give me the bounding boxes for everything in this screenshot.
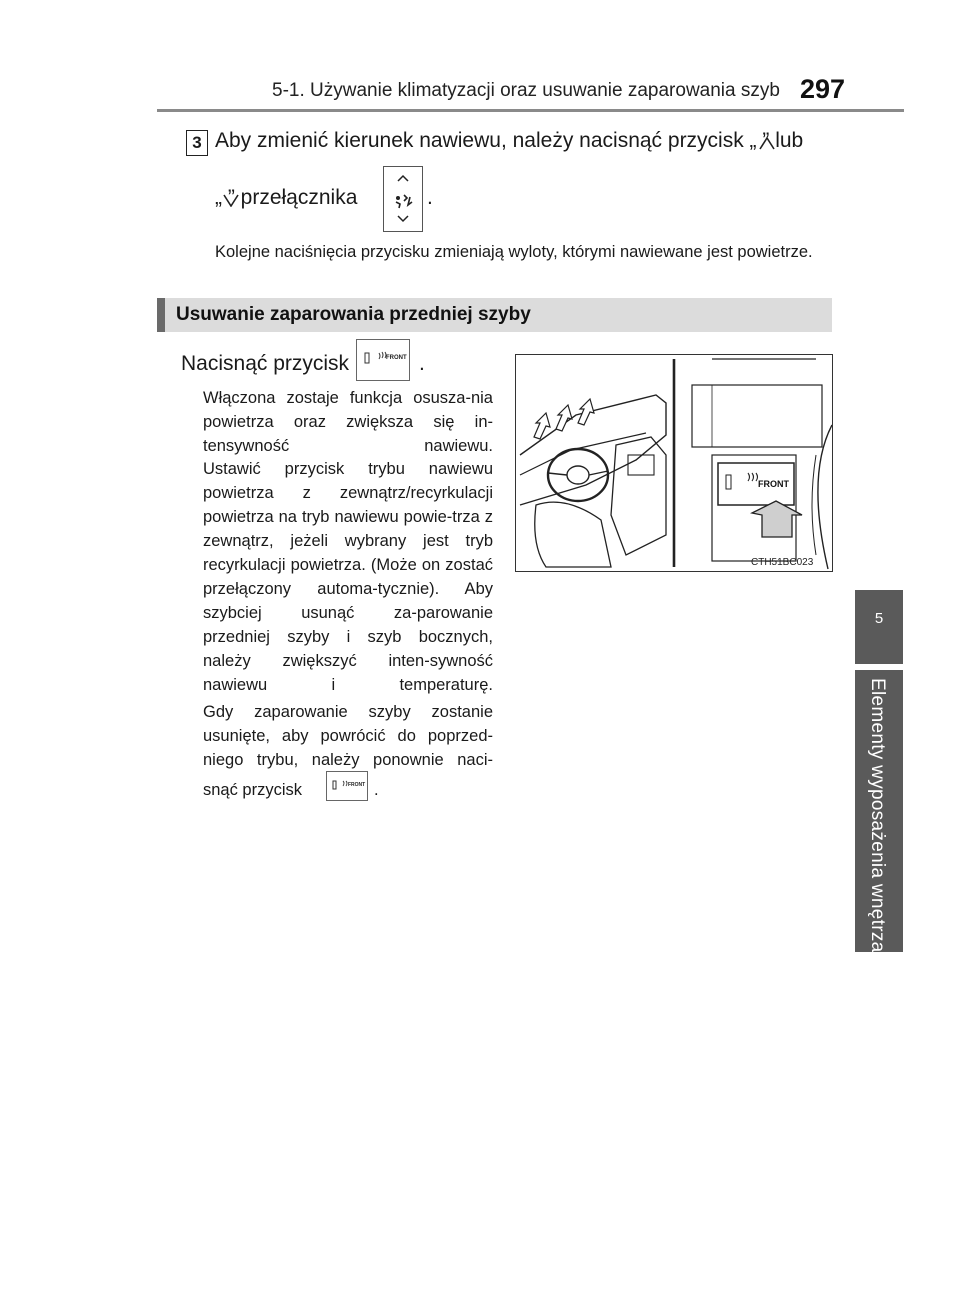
press-instruction: Nacisnąć przycisk (181, 352, 350, 375)
step-instruction-line1 (215, 129, 803, 153)
header-divider (157, 109, 904, 112)
figure-code: CTH51BC023 (751, 557, 814, 568)
paragraph-period: . (374, 781, 379, 799)
dashboard-drawing (516, 355, 832, 571)
step-number-badge: 3 (186, 130, 208, 156)
chevron-up-icon (758, 136, 776, 150)
press-instruction-period: . (419, 352, 425, 375)
steering-wheel (548, 449, 608, 501)
front-defroster-button-small-icon (326, 771, 368, 801)
step-line2-period: . (427, 186, 433, 209)
chevron-down-icon (222, 193, 240, 207)
push-arrow-icon (752, 501, 802, 537)
section-title: Usuwanie zaparowania przedniej szyby (176, 304, 531, 325)
chapter-number-tab: 5 (855, 590, 903, 664)
dashboard-illustration (515, 354, 833, 572)
step-instruction-text: Aby zmienić kierunek nawiewu, należy nacisnąć przycisk „ ” lub (215, 129, 804, 152)
step-instruction-line2: „ ” przełącznika (215, 186, 358, 209)
airflow-mode-icon (384, 167, 422, 231)
step-note: Kolejne naciśnięcia przycisku zmieniają wyloty, którymi nawiewane jest powietrze. (215, 243, 813, 261)
front-defroster-button-zoom (718, 463, 794, 505)
paragraph-airflow-mode: Ustawić przycisk trybu nawiewu powietrza z zewnątrz/recyrkulacji powietrza na tryb nawiewu powie-trza z zewnątrz, jeżeli wybrany jest tryb recyrkulacji powietrza. (Może on zostać przełączony automa-tycznie). Aby szybciej usunąć za-parowanie przedniej szyby i szyb bocznych, należy zwiększyć inten-sywność nawiewu i temperaturę. (203, 460, 493, 694)
airflow-arrows (534, 399, 594, 439)
front-button-label: FRONT (386, 355, 407, 361)
airflow-mode-switch (383, 166, 423, 232)
paragraph-dehumidify: Włączona zostaje funkcja osusza-nia powietrza oraz zwiększa się in-tensywność nawiewu. (203, 389, 493, 455)
page-number: 297 (800, 74, 846, 104)
chapter-title: Elementy wyposażenia wnętrza (867, 678, 888, 953)
paragraph-return-mode: Gdy zaparowanie szyby zostanie usunięte, aby powrócić do poprzed-niego trybu, należy ponownie naci- (203, 703, 493, 769)
seat (535, 502, 611, 567)
front-button-label-small: FRONT (348, 782, 366, 788)
front-defroster-button-icon (356, 339, 410, 381)
header-section-title: 5-1. Używanie klimatyzacji oraz usuwanie zaparowania szyb (272, 80, 780, 101)
section-banner-accent (157, 298, 165, 332)
figure-button-label: FRONT (758, 479, 789, 489)
paragraph-return-mode-last-line: snąć przycisk (203, 781, 303, 799)
